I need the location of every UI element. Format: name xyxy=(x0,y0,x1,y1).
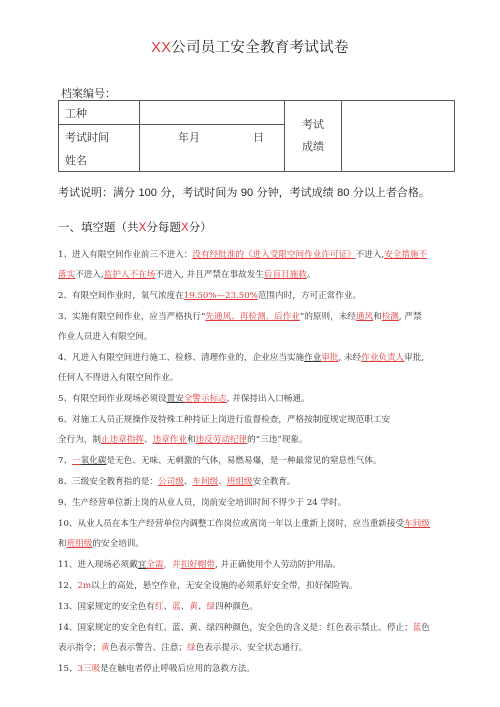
question-3: 3、实施有限空间作业，应当严格执行“先通风、再检测、后作业”的原则，未经通风和检测, 严禁 作业人员进入有限空间。 xyxy=(58,312,422,342)
name-field[interactable] xyxy=(140,148,285,172)
question-8: 8、三级安全教育指的是：公司级、车间级、班组级安全教育。 xyxy=(58,477,296,487)
question-4: 4、凡进入有限空间进行施工、检修、清理作业的，企业应当实施作业审批, 未经作业负责人审批, 任何人不得进入有限空间作业。 xyxy=(58,353,425,383)
page-title xyxy=(0,36,500,57)
day-label: 日 xyxy=(253,131,264,144)
job-label: 工种 xyxy=(59,101,140,125)
section-heading: 一、填空题（共X分每题X分） xyxy=(58,220,212,234)
question-5: 5、有限空间作业现场必须设置安全警示标志, 并保持出入口畅通。 xyxy=(58,394,310,404)
question-11: 11、进入现场必须戴宜全需，并扣好帽带, 并正确使用个人劳动防护用品。 xyxy=(58,560,341,570)
archive-number-label: 档案编号： xyxy=(61,87,116,100)
question-10: 10、从业人员在本生产经营单位内调整工作岗位或离岗一年以上重新上岗时，应当重新接受车间级 和班组级的安全培训。 xyxy=(58,519,430,549)
question-6: 6、对施工人员正规操作及特殊工种持证上岗进行监督检查，严格按制度规定规范职工安 全行为，制止违章指挥、违章作业和违反劳动纪律的“三违”现象。 xyxy=(58,415,391,445)
exam-time-field[interactable] xyxy=(140,125,285,149)
score-field[interactable] xyxy=(342,101,455,172)
name-label: 姓名 xyxy=(59,148,140,172)
title-prefix: XX xyxy=(151,40,172,56)
info-table xyxy=(58,100,455,172)
question-2: 2、有限空间作业时，氧气浓度在19.50%—23.50%范围内时，方可正常作业。 xyxy=(58,291,362,301)
question-15: 15、3三吸是在触电者停止呼吸后应用的急救方法。 xyxy=(58,664,255,674)
year-month-label: 年月 xyxy=(178,131,200,144)
question-9: 9、生产经营单位新上岗的从业人员，岗前安全培训时间不得少于 24 学时。 xyxy=(58,498,347,508)
question-7: 7、一氧化碳是无色、无味、无刺激的气体，易燃易爆，是一种最常见的窒息性气体。 xyxy=(58,456,382,466)
title-text: 公司员工安全教育考试试卷 xyxy=(171,40,349,56)
question-1: 1、进入有限空间作业前三不进入：没有经批准的《进入受限空间作业许可证》不进入,安全措施不 落实不进入,监护人不在场不进入, 并且严禁在事故发生后盲目施救。 xyxy=(58,250,428,280)
exam-time-label: 考试时间 xyxy=(59,125,140,149)
exam-instructions: 考试说明：满分 100 分，考试时间为 90 分钟，考试成绩 80 分以上者合格。 xyxy=(58,186,430,199)
question-12: 12、2m以上的高处，悬空作业，无安全设施的必须系好安全带，扣好保险钩。 xyxy=(58,581,358,591)
job-field[interactable] xyxy=(140,101,285,125)
question-13: 13、国家规定的安全色有红、蓝、黄、绿四种颜色。 xyxy=(58,602,259,612)
question-14: 14、国家规定的安全色有红、蓝、黄、绿四种颜色，安全色的含义是：红色表示禁止、停止；蓝色 表示指令；黄色表示警告、注意；绿色表示提示、安全状态通行。 xyxy=(58,623,430,653)
score-label: 考试 成绩 xyxy=(285,101,342,172)
